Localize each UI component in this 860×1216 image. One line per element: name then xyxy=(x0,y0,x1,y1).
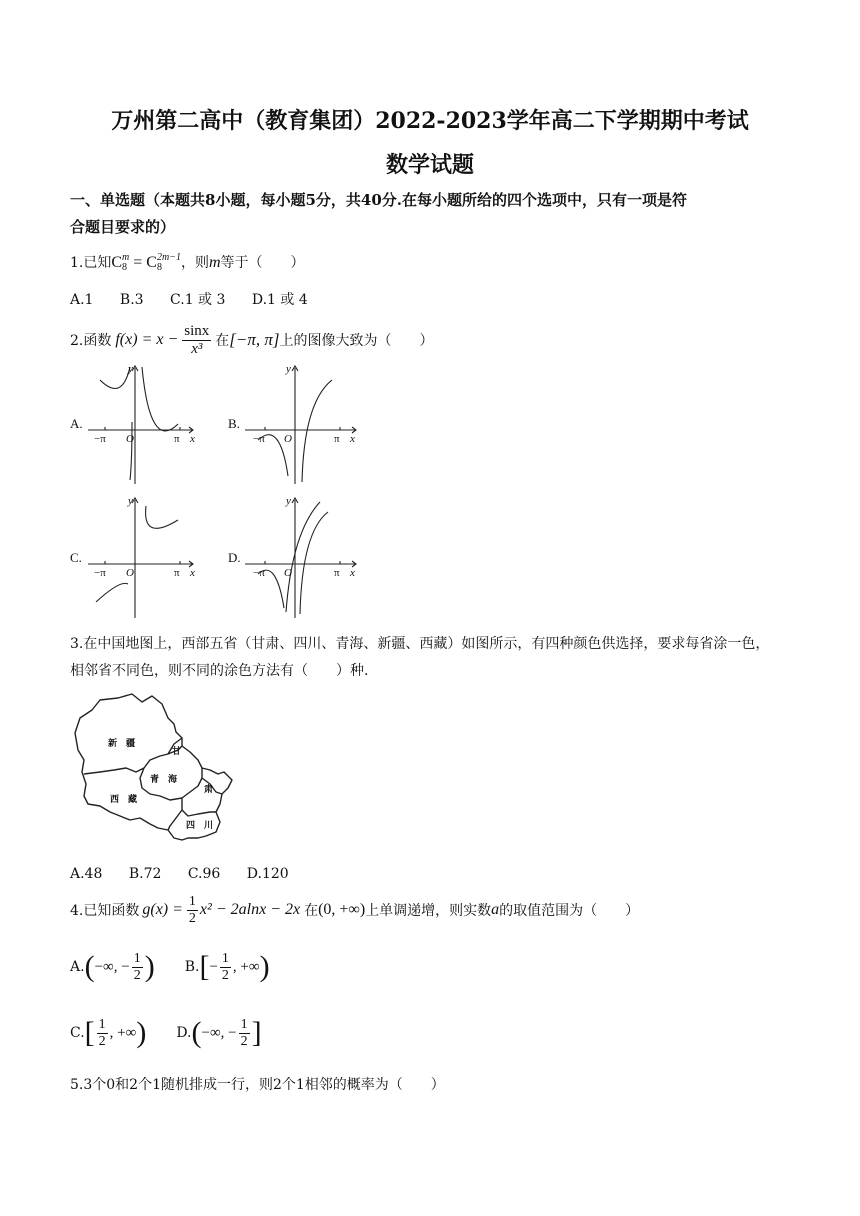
graph-d-label: D. xyxy=(228,550,241,565)
q4-option-b-num: 1 xyxy=(221,950,229,966)
q4-option-b-close: ) xyxy=(259,950,270,983)
q4-var: a xyxy=(491,901,500,918)
q4-half-den: 2 xyxy=(188,910,196,926)
map-label-xizang: 西 藏 xyxy=(110,794,138,804)
q1-eq: = xyxy=(133,254,143,271)
q3-options xyxy=(70,866,289,882)
q2-num: sinx xyxy=(184,322,210,339)
q1-c-right: C xyxy=(146,254,157,271)
q4-options-row1 xyxy=(70,944,270,990)
page-title: 万州第二高中（教育集团）2022-2023学年高二下学期期中考试 xyxy=(111,108,749,134)
q4-option-b[interactable] xyxy=(185,950,270,984)
q4-option-b-left: − xyxy=(209,958,218,975)
map-label-gan: 甘 xyxy=(172,746,182,756)
q1-sub-left: 8 xyxy=(122,262,128,274)
q4-prefix: 4.已知函数 xyxy=(70,903,140,919)
q2-suffix: 上的图像大致为（ ） xyxy=(279,333,434,349)
q2-mid: 在 xyxy=(215,333,230,349)
q4-option-c-frac xyxy=(97,1017,108,1050)
q1-prefix: 1.已知 xyxy=(70,255,112,271)
question-5: 5.3个0和2个1随机排成一行，则2个1相邻的概率为（ ） xyxy=(70,1077,445,1093)
q1-var: m xyxy=(208,254,221,271)
q1-mid: ，则 xyxy=(180,255,209,271)
q2-graphs xyxy=(70,362,370,622)
q4-option-c-label: C. xyxy=(70,1025,85,1041)
q4-option-c-open: [ xyxy=(84,1016,95,1049)
graph-d-pi: π xyxy=(334,567,340,579)
q3-option-c[interactable]: C.96 xyxy=(187,866,221,882)
q4-suffix: 的取值范围为（ ） xyxy=(499,903,640,919)
graph-c-pi: π xyxy=(174,567,180,579)
q3-option-a[interactable]: A.48 xyxy=(70,866,103,882)
question-2 xyxy=(70,318,434,362)
graph-a-label: A. xyxy=(70,416,83,431)
graph-c-o: O xyxy=(126,567,134,579)
q4-option-a-close: ) xyxy=(144,950,155,983)
q4-option-d-label: D. xyxy=(176,1025,192,1041)
q4-option-b-label: B. xyxy=(184,959,200,975)
q1-formula xyxy=(111,252,181,274)
graph-b-pi: π xyxy=(334,433,340,445)
graph-a[interactable] xyxy=(88,366,193,484)
q1-suffix: 等于（ ） xyxy=(220,255,305,271)
graph-d-x: x xyxy=(350,567,355,579)
graph-a-y: y xyxy=(128,363,133,375)
question-3-line2: 相邻省不同色，则不同的涂色方法有（ ）种. xyxy=(70,663,369,679)
q1-c-left: C xyxy=(111,254,123,271)
question-1 xyxy=(70,252,305,273)
q1-option-c[interactable]: C.1 或 3 xyxy=(170,292,226,308)
q4-half-num: 1 xyxy=(188,893,196,909)
q4-option-a-frac xyxy=(132,951,143,984)
graph-c-label: C. xyxy=(70,550,82,565)
q2-fraction xyxy=(182,323,211,358)
map-label-sichuan: 四 川 xyxy=(186,820,214,830)
q4-option-a-num: 1 xyxy=(133,950,141,966)
q4-option-c-right: , +∞ xyxy=(109,1024,137,1041)
q1-sup-right: 2m−1 xyxy=(156,252,181,264)
map-label-su: 肃 xyxy=(204,784,214,794)
q4-option-c-den: 2 xyxy=(98,1033,106,1049)
graph-a-x: x xyxy=(190,433,195,445)
q4-option-b-right: , +∞ xyxy=(232,958,260,975)
q4-option-d-left: −∞, − xyxy=(201,1024,237,1041)
q3-option-b[interactable]: B.72 xyxy=(128,866,162,882)
q1-sub-right: 8 xyxy=(156,262,162,274)
q4-option-a-den: 2 xyxy=(133,967,141,983)
q1-option-a[interactable]: A.1 xyxy=(70,292,94,308)
q4-option-a-label: A. xyxy=(70,959,85,975)
q3-map xyxy=(70,688,240,850)
graph-c-x: x xyxy=(190,567,195,579)
q4-option-d-den: 2 xyxy=(240,1033,248,1049)
graph-d[interactable] xyxy=(245,498,356,618)
page-subtitle: 数学试题 xyxy=(385,152,474,178)
q1-sup-left: m xyxy=(122,252,130,264)
q3-option-d[interactable]: D.120 xyxy=(246,866,289,882)
graph-a-negpi: −π xyxy=(94,433,106,445)
graph-d-o: O xyxy=(284,567,292,579)
q4-option-b-frac xyxy=(220,951,231,984)
q4-option-a[interactable] xyxy=(70,950,155,984)
map-label-qinghai: 青 海 xyxy=(150,774,178,784)
graph-b-y: y xyxy=(286,363,291,375)
graph-c-negpi: −π xyxy=(94,567,106,579)
graph-c[interactable] xyxy=(88,498,193,618)
q4-option-a-open: ( xyxy=(84,950,95,983)
q4-option-a-left: −∞, − xyxy=(94,958,130,975)
q4-option-d-close: ] xyxy=(251,1016,262,1049)
map-label-xinjiang: 新 疆 xyxy=(108,738,136,748)
q2-den: x³ xyxy=(191,340,203,357)
q4-mid: 在 xyxy=(304,903,319,919)
question-3-line1: 3.在中国地图上，西部五省（甘肃、四川、青海、新疆、西藏）如图所示，有四种颜色供选择，要求每省涂一色， xyxy=(70,636,770,652)
question-4 xyxy=(70,888,639,932)
graph-c-y: y xyxy=(128,495,133,507)
q4-option-d-num: 1 xyxy=(240,1016,248,1032)
q2-prefix: 2.函数 xyxy=(70,333,112,349)
graph-a-pi: π xyxy=(174,433,180,445)
q4-domain: (0, +∞) xyxy=(318,901,366,918)
graph-b-negpi: −π xyxy=(253,433,265,445)
q1-options xyxy=(70,289,308,309)
q4-half xyxy=(187,894,198,927)
q4-rest: x² − 2alnx − 2x xyxy=(199,901,301,918)
q4-option-c[interactable] xyxy=(70,1016,146,1050)
q4-mid2: 上单调递增，则实数 xyxy=(365,903,492,919)
graph-b-label: B. xyxy=(228,416,240,431)
q4-gx: g(x) = xyxy=(142,901,183,918)
section-heading-line1: 一、单选题（本题共8小题，每小题5分，共40分.在每小题所给的四个选项中，只有一项是符 xyxy=(70,191,687,209)
q4-option-d[interactable] xyxy=(176,1016,261,1050)
graph-a-o: O xyxy=(126,433,134,445)
q4-option-c-close: ) xyxy=(136,1016,147,1049)
graph-b[interactable] xyxy=(245,366,356,484)
q1-option-b[interactable]: B.3 xyxy=(119,292,144,308)
q4-option-c-num: 1 xyxy=(98,1016,106,1032)
q4-option-d-frac xyxy=(239,1017,250,1050)
section-heading-line2: 合题目要求的） xyxy=(70,218,176,236)
graph-d-negpi: −π xyxy=(253,567,265,579)
q4-option-b-open: [ xyxy=(199,950,210,983)
graph-b-o: O xyxy=(284,433,292,445)
q2-interval: [−π, π] xyxy=(229,330,280,349)
graph-d-y: y xyxy=(286,495,291,507)
graph-b-x: x xyxy=(350,433,355,445)
q4-option-d-open: ( xyxy=(191,1016,202,1049)
q1-option-d[interactable]: D.1 或 4 xyxy=(251,292,308,308)
q4-option-b-den: 2 xyxy=(221,967,229,983)
q4-options-row2 xyxy=(70,1010,262,1056)
q2-fx: f(x) = x − xyxy=(115,331,179,348)
